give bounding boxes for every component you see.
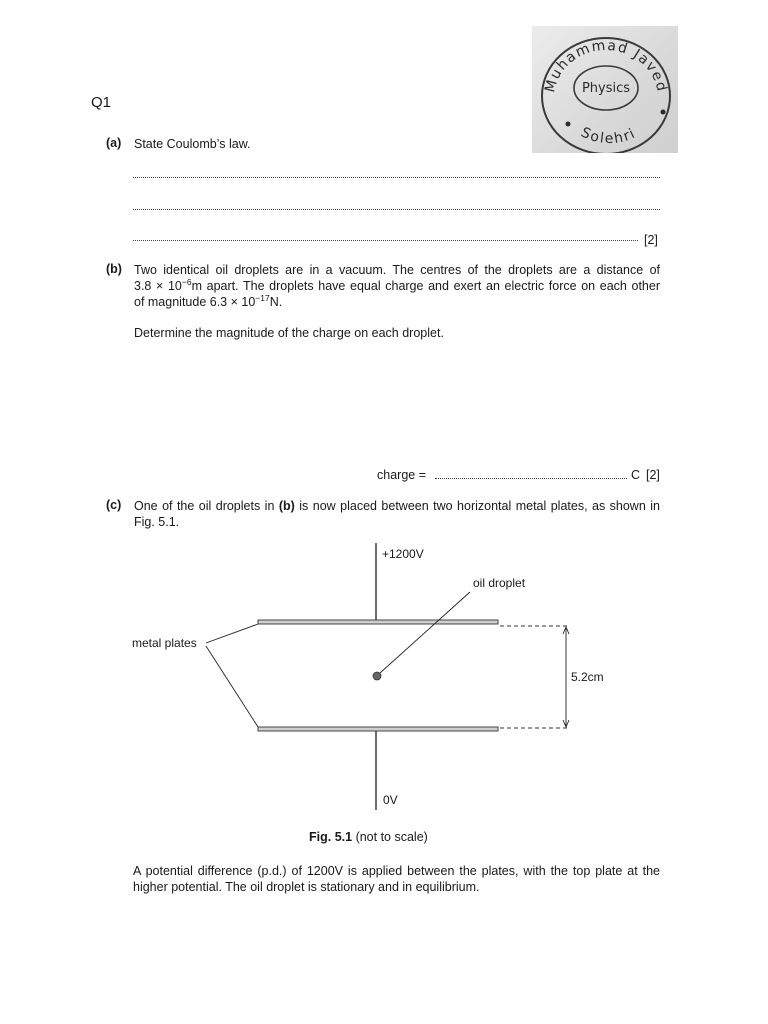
- part-b-exponent-1: −6: [181, 276, 192, 287]
- stamp-top-text: Muhammad Javed: [542, 37, 670, 95]
- charge-answer-unit: C: [631, 468, 641, 482]
- question-number: Q1: [91, 94, 112, 111]
- part-c-line-1-bold: (b): [278, 499, 295, 513]
- plates-leader-bottom: [206, 646, 258, 727]
- part-b-marks: [2]: [646, 468, 660, 482]
- part-c-paragraph: [133, 863, 660, 895]
- plate-separation-label: 5.2cm: [571, 670, 604, 684]
- stamp-bottom-text: Solehri: [578, 124, 639, 147]
- part-a-label: (a): [106, 136, 122, 150]
- plates-leader-top: [206, 624, 258, 643]
- oil-droplet: [373, 672, 381, 680]
- part-b-line-1: Two identical oil droplets are in a vacuum. The centres of the droplets are a distance of: [134, 263, 660, 277]
- part-a-question: State Coulomb’s law.: [134, 137, 251, 151]
- part-c-line-2: Fig. 5.1.: [134, 515, 180, 529]
- part-c-label: (c): [106, 498, 122, 512]
- metal-plates-label: metal plates: [132, 636, 197, 650]
- bottom-voltage-label: 0V: [383, 793, 398, 807]
- figure-caption-bold: Fig. 5.1: [309, 830, 353, 844]
- part-c-line-1-post: is now placed between two horizontal metal plates, as shown in: [299, 499, 660, 513]
- part-c-paragraph-line-1: A potential difference (p.d.) of 1200V is applied between the plates, with the top plate at the: [133, 864, 660, 878]
- oil-droplet-label: oil droplet: [473, 576, 526, 590]
- droplet-leader-line: [380, 592, 470, 673]
- part-b-line-3-post: N.: [269, 295, 283, 309]
- part-b-line-2-post: m apart. The droplets have equal charge and exert an electric force on each other: [191, 279, 660, 293]
- charge-answer-label: charge =: [377, 468, 426, 482]
- top-plate: [258, 620, 498, 624]
- figure-caption: [309, 829, 428, 845]
- bottom-plate: [258, 727, 498, 731]
- stamp-center-text: Physics: [581, 81, 631, 96]
- top-voltage-label: +1200V: [382, 547, 424, 561]
- part-b-line-3-pre: of magnitude 6.3 × 10: [134, 295, 256, 309]
- part-b-exponent-2: −17: [255, 292, 270, 303]
- part-a-marks: [2]: [644, 233, 658, 247]
- part-c-paragraph-line-2: higher potential. The oil droplet is stationary and in equilibrium.: [133, 880, 480, 894]
- figure-caption-rest: (not to scale): [355, 830, 428, 844]
- part-c-line-1-pre: One of the oil droplets in: [134, 499, 275, 513]
- part-b-label: (b): [106, 262, 122, 276]
- part-b-instruction: Determine the magnitude of the charge on each droplet.: [134, 326, 444, 340]
- part-b-line-2-pre: 3.8 × 10: [134, 279, 182, 293]
